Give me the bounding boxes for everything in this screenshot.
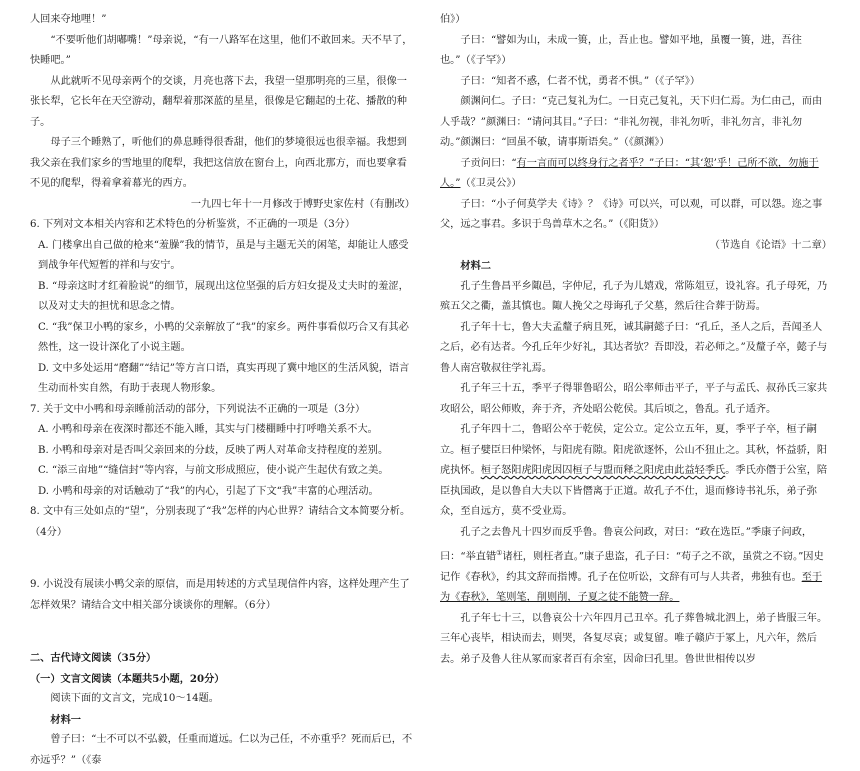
material-2-label: 材料二 xyxy=(460,260,491,272)
footnote-marker-icon: ① xyxy=(496,549,503,557)
analects-5-start: 子贡问曰：“ xyxy=(460,157,517,169)
analects-line-2: 子曰：“譬如为山，未成一篑，止，吾止也。譬如平地，虽覆一篑，进，吾往也。”（《子罕》） xyxy=(440,34,802,66)
analects-line-4: 颜渊问仁。子曰：“克己复礼为仁。一日克己复礼，天下归仁焉。为仁由己，而由人乎哉？”颜渊曰：“请问其目。”子曰：“非礼勿视，非礼勿听，非礼勿言，非礼勿动。”颜渊曰：“回虽不敏，请事斯语矣。”（《颜渊》） xyxy=(440,96,823,148)
right-column xyxy=(440,10,832,670)
passage-line-3: 从此就听不见母亲两个的交谈，月亮也落下去，我望一望那明亮的三星，很像一张长犁，它长年在天空游动，翻犁着那深蓝的星星，很像是它翻起的土花、播散的种子。 xyxy=(30,75,407,128)
material-1-label: 材料一 xyxy=(50,713,81,726)
biography-5-middle: 诸枉，则枉者直。”康子患盗，孔子曰：“苟子之不欲，虽赏之不窃。”因史记作《春秋》，约其文辞而指博。孔子在位听讼，文辞有可与人共者，弗独有也。 xyxy=(440,551,824,583)
biography-para-2: 孔子年十七，鲁大夫孟釐子病且死，诫其嗣懿子曰：“孔丘，圣人之后，吾闻圣人之后，必有达者。今孔丘年少好礼，其达者欤？吾即没，若必师之。”及釐子卒，懿子与鲁人南宫敬叔往学礼焉。 xyxy=(440,321,828,374)
question-6-option-d: D. 文中多处运用“磨翻”“结记”等方言口语，真实再现了冀中地区的生活风貌，语言生动而朴实自然，有助于表现人物形象。 xyxy=(38,362,410,394)
question-6-option-b: B. “母亲这时才红着脸说”的细节，展现出这位坚强的后方妇女提及丈夫时的羞涩，以及对丈夫的担忧和思念之情。 xyxy=(38,280,409,312)
answer-space-9 xyxy=(30,616,415,648)
passage-source: 一九四七年十一月修改于博野史家佐村（有删改） xyxy=(190,198,415,210)
question-6-stem: 6. 下列对文本相关内容和艺术特色的分析鉴赏，不正确的一项是（3分） xyxy=(30,219,356,230)
analects-5-underlined: 有一言而可以终身行之者乎？”子曰：“其‘恕’乎！己所不欲，勿施于人。” xyxy=(440,157,819,189)
passage-line-1: 人回来夺地哩！” xyxy=(30,14,107,25)
biography-4-end: 。季氏亦僭于公室，陪臣执国政，是以鲁自大夫以下皆僭离于正道。故孔子不仕，退而修诗书礼乐，弟子弥众，至自远方，莫不受业焉。 xyxy=(440,465,828,517)
question-6-option-a: A. 门楼拿出自己做的枪来“羞臊”我的情节，虽是与主题无关的闲笔，却能让人感受到战争年代短暂的祥和与安宁。 xyxy=(38,239,409,271)
question-7-option-a: A. 小鸭和母亲在夜深时都还不能入睡，其实与门楼棚睡中打呼噜关系不大。 xyxy=(38,424,378,435)
analects-5-end: （《卫灵公》） xyxy=(460,178,522,189)
subsection-classical-prose: （一）文言文阅读（本题共5小题，20分） xyxy=(30,672,225,685)
biography-para-4 xyxy=(440,420,832,523)
left-column xyxy=(30,10,415,771)
question-7-option-c: C. “添三亩地”“缝信封”等内容，与前文形成照应，使小说产生起伏有致之美。 xyxy=(38,465,389,476)
analects-line-3: 子曰：“知者不惑，仁者不忧，勇者不惧。”（《子罕》） xyxy=(460,75,701,87)
biography-para-6: 孔子年七十三，以鲁哀公十六年四月己丑卒。孔子葬鲁城北泗上，弟子皆服三年。三年心丧毕，相诀而去，则哭，各复尽哀；或复留。唯子赣庐于冢上，凡六年，然后去。弟子及鲁人往从冢而家者百有余室，因命曰孔里。鲁世世相传以岁 xyxy=(440,612,828,665)
question-7-option-d: D. 小鸭和母亲的对话触动了“我”的内心，引起了下文“我”丰富的心理活动。 xyxy=(38,485,379,497)
analects-line-6: 子曰：“小子何莫学夫《诗》？《诗》可以兴，可以观，可以群，可以怨。迩之事父，远之事君。多识于鸟兽草木之名。”（《阳货》） xyxy=(440,198,823,230)
biography-para-5 xyxy=(440,523,832,609)
question-9: 9. 小说没有展读小鸭父亲的原信，而是用转述的方式呈现信件内容，这样处理产生了怎样效果？请结合文中相关部分谈谈你的理解。（6分） xyxy=(30,579,410,611)
analects-line-5 xyxy=(440,154,832,195)
biography-4-wavy-underlined: 桓子怒阳虎阳虎因囚桓子与盟而释之阳虎由此益轻季氏 xyxy=(480,465,726,476)
zengzi-quote: 曾子曰：“士不可以不弘毅，任重而道远。仁以为己任，不亦重乎？死而后已，不亦远乎？”（《泰 xyxy=(30,734,413,766)
question-6-option-c: C. “我”保卫小鸭的家乡，小鸭的父亲解放了“我”的家乡。两件事看似巧合又有其必然性，这一设计深化了小说主题。 xyxy=(38,321,409,353)
answer-space-8 xyxy=(30,543,415,575)
question-8: 8. 文中有三处如点的“望”，分别表现了“我”怎样的内心世界？请结合文本简要分析。（4分） xyxy=(30,506,411,538)
analects-line-1: 伯》） xyxy=(440,14,466,25)
biography-para-1: 孔子生鲁昌平乡陬邑，字仲尼，孔子为儿嬉戏，常陈俎豆，设礼容。孔子母死，乃殡五父之衢，盖其慎也。陬人挽父之母诲孔子父墓，然后往合葬于防焉。 xyxy=(440,280,828,312)
question-7-option-b: B. 小鸭和母亲对是否叫父亲回来的分歧，反映了两人对革命支持程度的差别。 xyxy=(38,444,389,456)
biography-para-3: 孔子年三十五，季平子得罪鲁昭公，昭公率师击平子，平子与孟氏、叔孙氏三家共攻昭公，昭公师败，奔于齐，齐处昭公乾侯。其后顷之，鲁乱。孔子适齐。 xyxy=(440,383,828,415)
section-2-heading: 二、古代诗文阅读（35分） xyxy=(30,652,157,664)
biography-5-start: 孔子之去鲁凡十四岁而反乎鲁。鲁哀公问政，对曰：“政在选臣。”季康子问政，曰：“举直错 xyxy=(440,526,813,563)
question-7-stem: 7. 关于文中小鸭和母亲睡前活动的部分，下列说法不正确的一项是（3分） xyxy=(30,403,366,415)
passage-line-2: “不要听他们胡嘟嘴！”母亲说，“有一八路军在这里，他们不敢回来。天不早了，快睡吧。” xyxy=(30,34,413,66)
analects-source: （节选自《论语》十二章） xyxy=(709,239,832,251)
biography-5-underlined: 至于为《春秋》，笔则笔，削则削，子夏之徒不能赞一辞。 xyxy=(440,571,823,604)
reading-instruction: 阅读下面的文言文，完成10～14题。 xyxy=(50,693,219,704)
biography-4-start: 孔子年四十二，鲁昭公卒于乾侯，定公立。定公立五年，夏，季平子卒，桓子嗣立。桓子嬖臣曰仲梁怀，与阳虎有隙。阳虎欲逐怀，公山不狃止之。其秋，怀益骄，阳虎执怀。 xyxy=(440,424,828,476)
passage-line-4: 母子三个睡熟了，听他们的鼻息睡得很香甜，他们的梦境很远也很幸福。我想到我父亲在我们家乡的雪地里的爬犁，我把这信放在窗台上，向西北那方，而也要拿看不见的爬犁，得着拿着幕光的西方。 xyxy=(30,137,407,189)
